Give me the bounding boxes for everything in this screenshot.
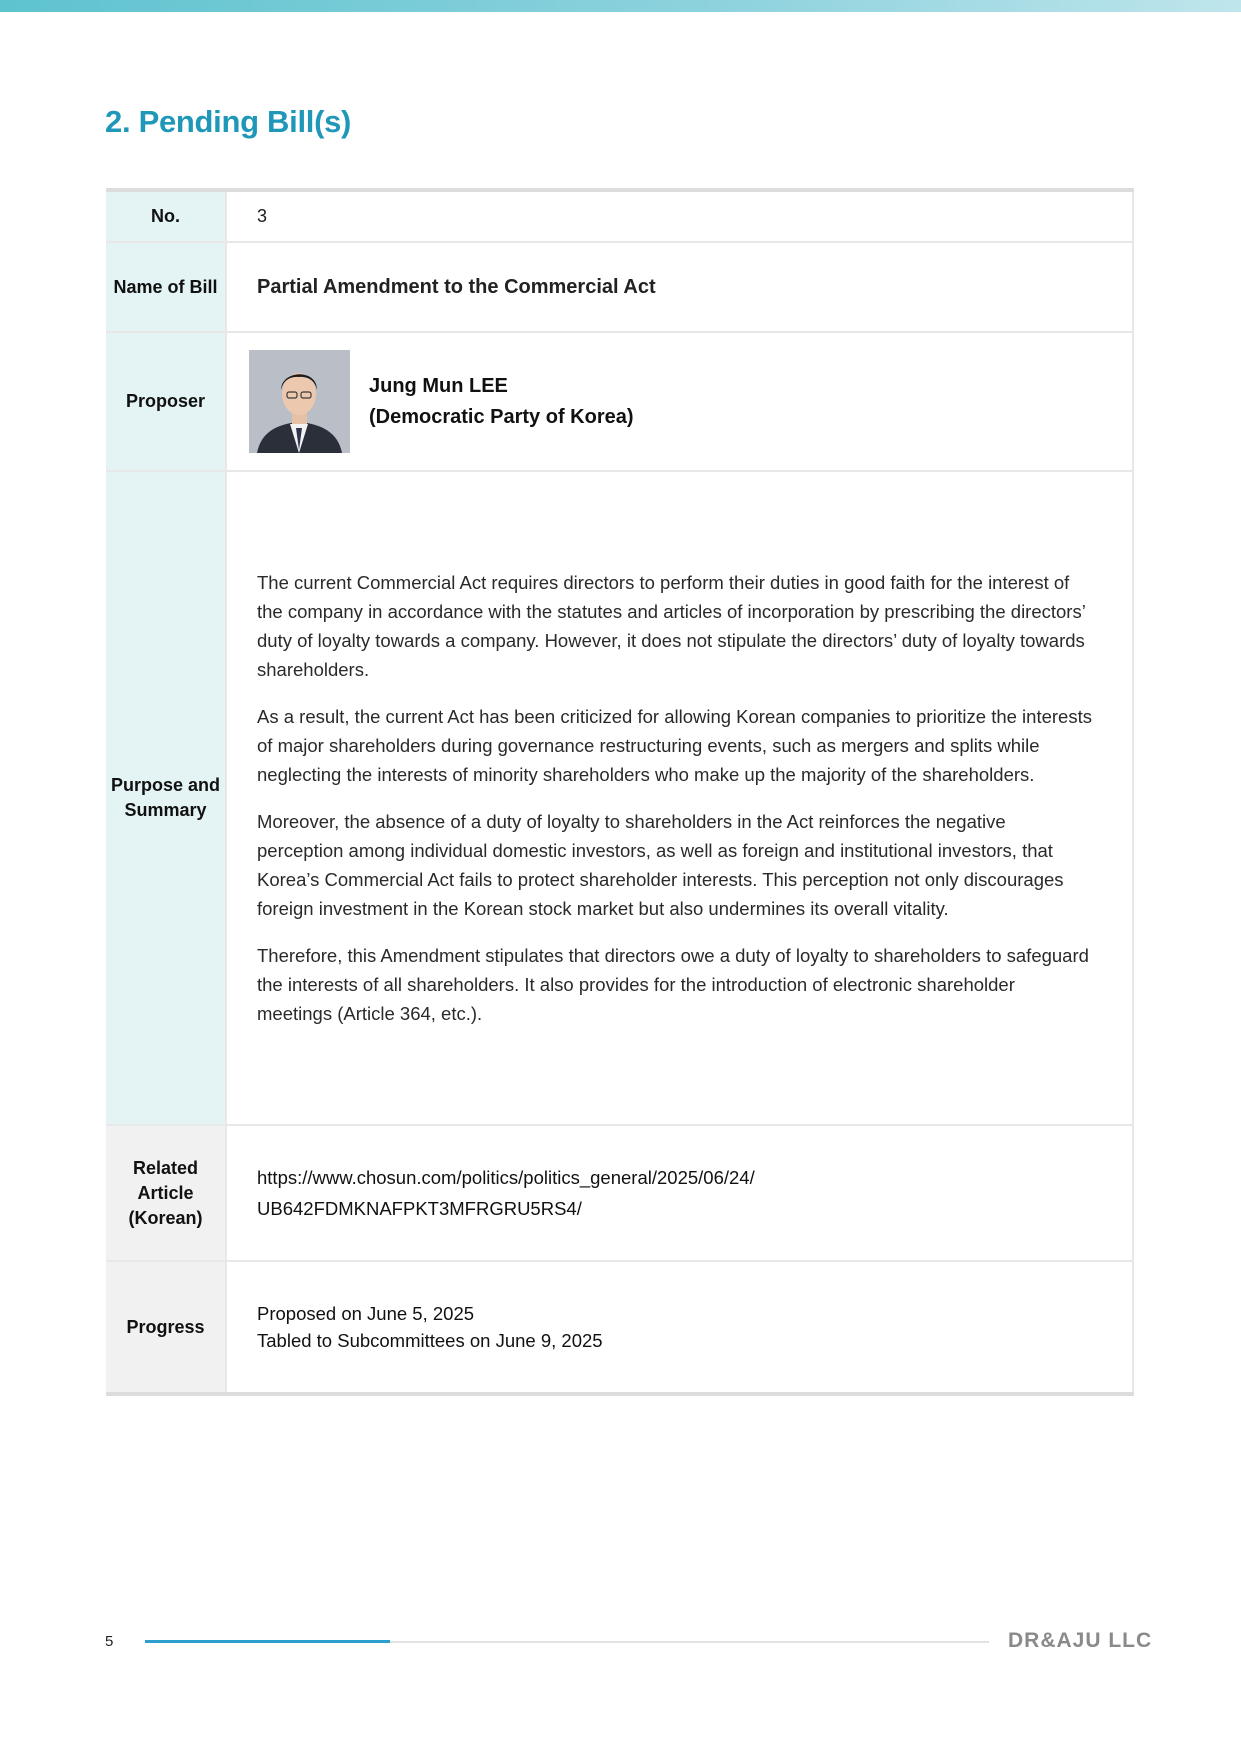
footer-progress-line [145, 1640, 390, 1643]
row-proposer [106, 332, 1133, 471]
row-purpose-summary [106, 471, 1133, 1125]
firm-logo: DR&AJU LLC [1008, 1629, 1153, 1652]
summary-paragraph: The current Commercial Act requires directors to perform their duties in good faith for the interest of the company in accordance with the statutes and articles of incorporation by prescribing the directors’ duty of loyalty towards a company. However, it does not stipulate the directors’ duty of loyalty towards shareholders. [257, 572, 1086, 680]
label-name-of-bill: Name of Bill [106, 242, 226, 332]
purpose-summary-text [226, 471, 1133, 1125]
progress-proposed: Proposed on June 5, 2025 [257, 1303, 475, 1324]
article-url-line[interactable]: https://www.chosun.com/politics/politics_general/2025/06/24/ [257, 1167, 755, 1188]
proposer-cell [226, 332, 1133, 471]
summary-paragraph: Moreover, the absence of a duty of loyalty to shareholders in the Act reinforces the negative perception among individual domestic investors, as well as foreign and institutional investors, that Korea’s Commercial Act fails to protect shareholder interests. This perception not only discourages foreign investment in the Korean stock market but also undermines its overall vitality. [257, 811, 1064, 919]
label-progress: Progress [106, 1261, 226, 1394]
bill-name: Partial Amendment to the Commercial Act [226, 242, 1133, 332]
section-title: 2. Pending Bill(s) [105, 104, 352, 139]
top-accent-bar [0, 0, 1241, 12]
progress-tabled: Tabled to Subcommittees on June 9, 2025 [257, 1330, 603, 1351]
proposer-photo [249, 350, 350, 453]
row-progress [106, 1261, 1133, 1394]
proposer-name: Jung Mun LEE [369, 374, 508, 397]
row-related-article [106, 1125, 1133, 1261]
bill-table [106, 188, 1134, 1396]
proposer-party: (Democratic Party of Korea) [369, 405, 634, 428]
label-proposer: Proposer [106, 332, 226, 471]
summary-paragraph: As a result, the current Act has been criticized for allowing Korean companies to prioritize the interests of major shareholders during governance restructuring events, such as mergers and splits while neglecting the interests of minority shareholders who make up the majority of the shareholders. [257, 706, 1092, 785]
article-url-line[interactable]: UB642FDMKNAFPKT3MFRGRU5RS4/ [257, 1198, 582, 1219]
label-related-article: Related Article (Korean) [106, 1125, 226, 1261]
summary-paragraph: Therefore, this Amendment stipulates that directors owe a duty of loyalty to shareholders to safeguard the interests of all shareholders. It also provides for the introduction of electronic shareholder meetings (Article 364, etc.). [257, 945, 1089, 1024]
label-purpose-summary: Purpose and Summary [106, 471, 226, 1125]
progress-cell [226, 1261, 1133, 1394]
row-no [106, 190, 1133, 242]
row-name-of-bill [106, 242, 1133, 332]
label-no: No. [106, 190, 226, 242]
value-no: 3 [226, 190, 1133, 242]
related-article-link[interactable] [226, 1125, 1133, 1261]
page-number: 5 [105, 1633, 114, 1650]
